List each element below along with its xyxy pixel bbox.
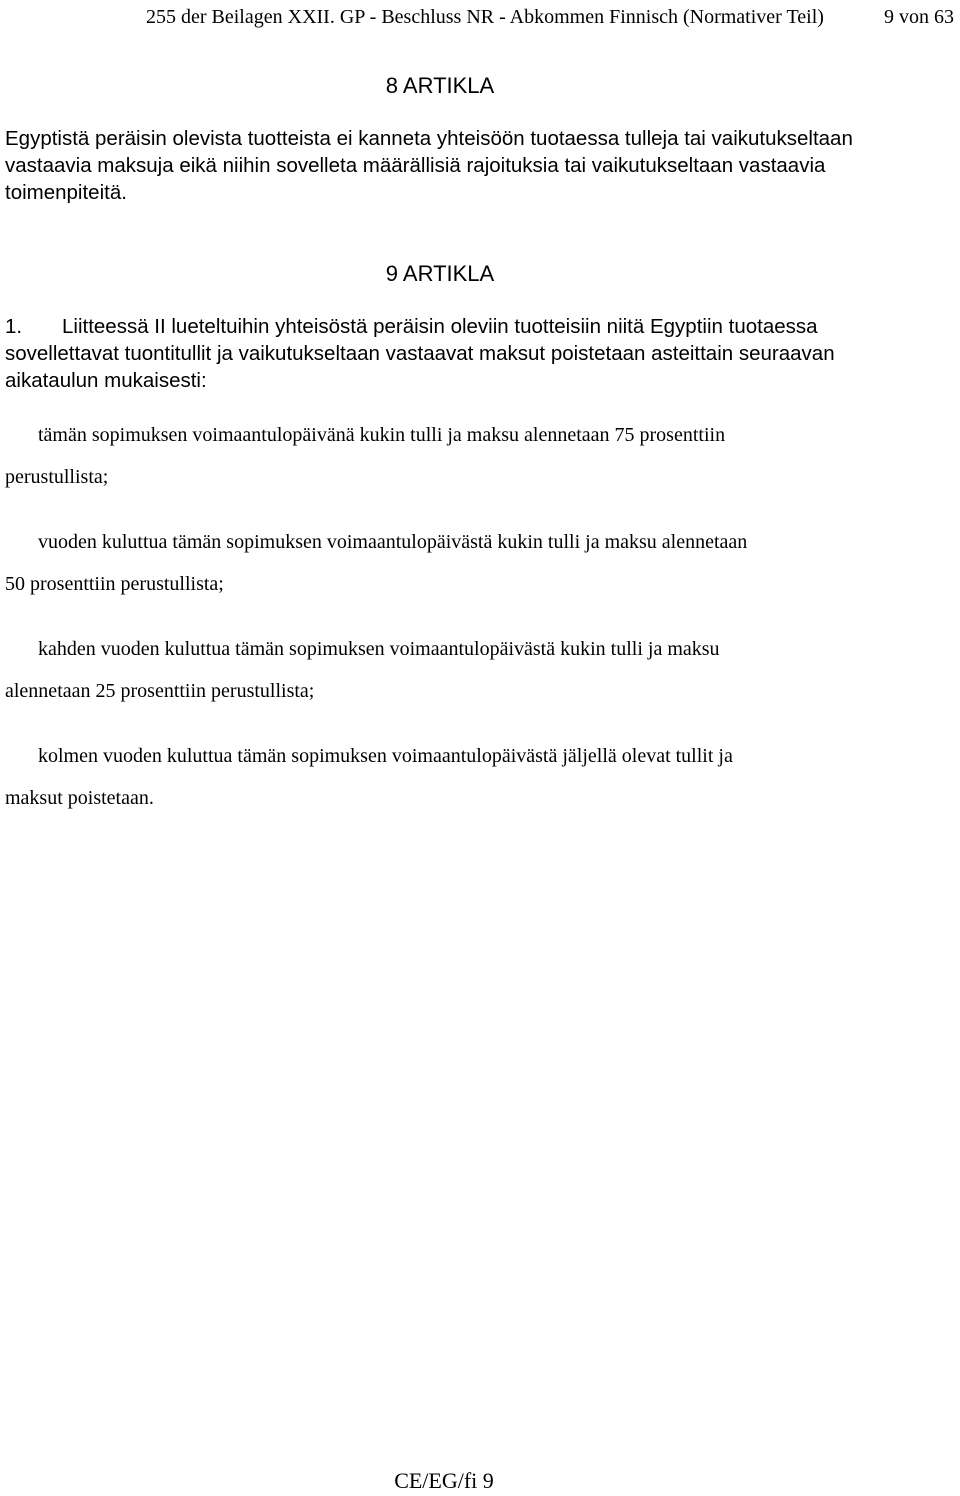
document-title: 255 der Beilagen XXII. GP - Beschluss NR - Abkommen Finnisch (Normativer Teil) [146,6,824,28]
page-indicator: 9 von 63 [884,6,954,28]
article-8-text: Egyptistä peräisin olevista tuotteista ei kanneta yhteisöön tuotaessa tulleja tai vaikutukseltaan vastaavia maksuja eikä niihin sovelleta määrällisiä rajoituksia tai vaikutukseltaan vastaavia toimenpiteitä. [5,127,853,204]
list-item [5,735,885,819]
list-item-line-2: maksut poistetaan. [5,787,154,809]
list-item-line-2: alennetaan 25 prosenttiin perustullista; [5,680,315,702]
list-item-line-1: kahden vuoden kuluttua tämän sopimuksen voimaantulopäivästä kukin tulli ja maksu [38,638,720,660]
article-9-paragraph-1 [5,313,885,394]
paragraph-first-line: Liitteessä II lueteltuihin yhteisöstä peräisin oleviin tuotteisiin niitä Egyptiin [61,315,723,338]
list-item-line-2: perustullista; [5,466,109,488]
list-item-line-2: 50 prosenttiin perustullista; [5,573,224,595]
article-8-heading: 8 ARTIKLA [385,73,495,98]
list-item-line-1: kolmen vuoden kuluttua tämän sopimuksen voimaantulopäivästä jäljellä olevat tullit ja [38,745,733,767]
list-item-line-1: tämän sopimuksen voimaantulopäivänä kukin tulli ja maksu alennetaan 75 prosenttiin [38,424,726,446]
list-item [5,628,885,712]
list-item-line-1: vuoden kuluttua tämän sopimuksen voimaantulopäivästä kukin tulli ja maksu alennetaan [38,531,748,553]
page-header [146,0,954,34]
paragraph-number: 1. [5,315,23,338]
paragraph-continuation: tuotaessa sovellettavat tuontitullit ja vaikutukseltaan vastaavat maksut poistetaan asteittain seuraavan aikataulun mukaisesti: [5,315,835,392]
article-9-heading: 9 ARTIKLA [385,261,495,286]
list-item [5,521,885,605]
list-item [5,414,885,498]
page-footer-code: CE/EG/fi 9 [394,1468,494,1493]
